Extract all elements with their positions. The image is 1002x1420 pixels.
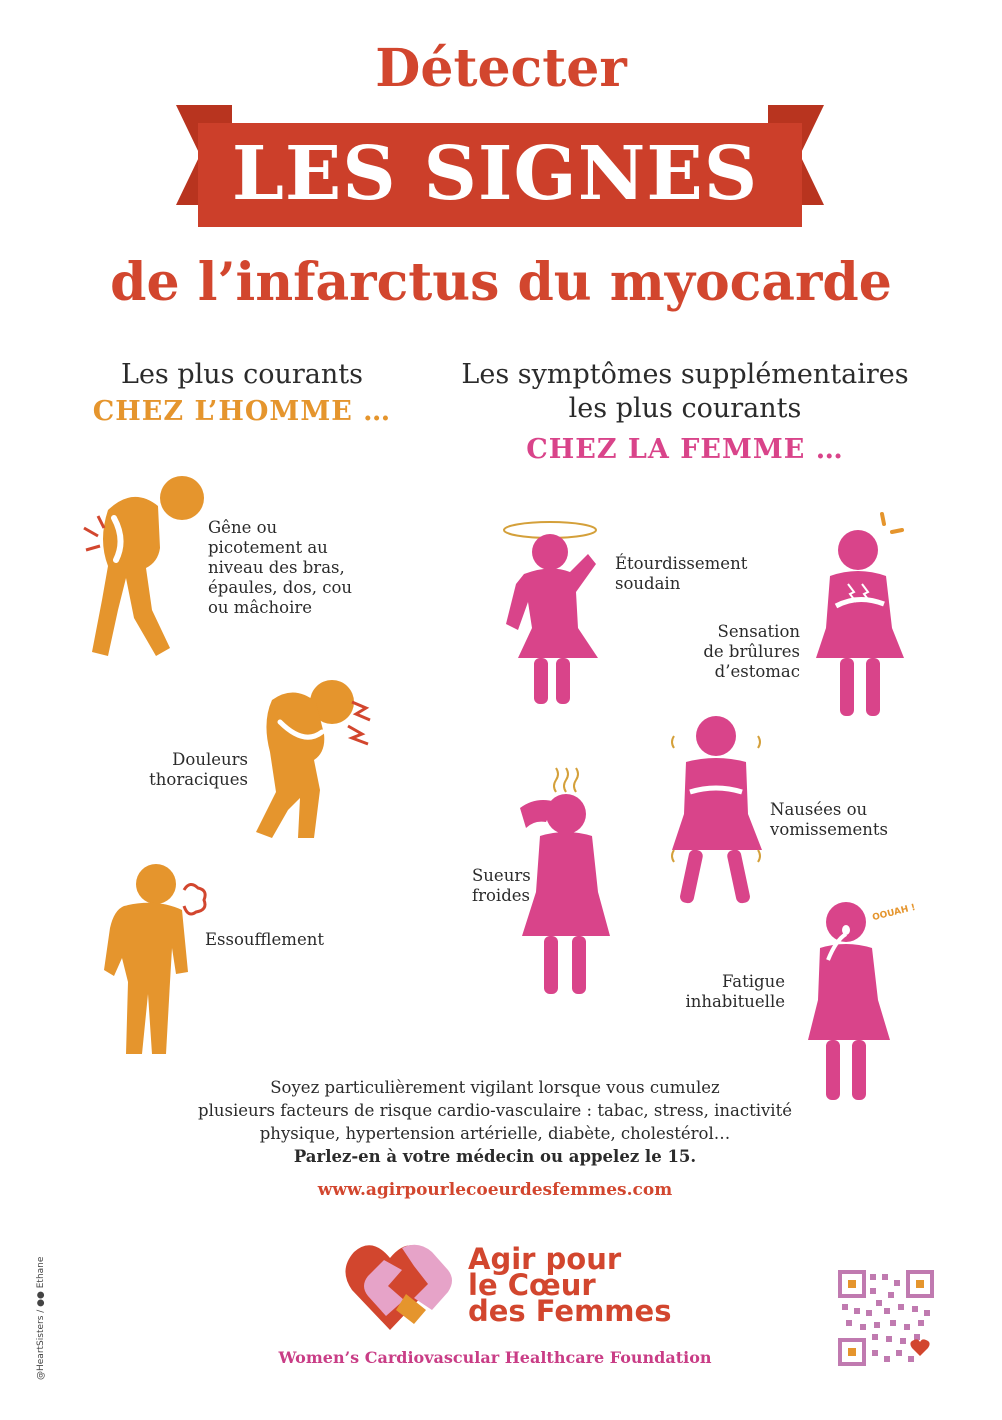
women-symptom-3 bbox=[770, 800, 888, 840]
women-symptom-4 bbox=[472, 866, 531, 906]
brand-line: le Cœur bbox=[468, 1268, 596, 1302]
women-symptom-4-line: Sueurs bbox=[472, 866, 531, 885]
brand-name bbox=[468, 1242, 672, 1328]
men-symptom-1-line: ou mâchoire bbox=[208, 598, 313, 617]
men-symptom-1-line: épaules, dos, cou bbox=[208, 578, 353, 597]
heart-logo-icon bbox=[344, 1240, 460, 1332]
women-symptom-5 bbox=[660, 972, 785, 1012]
women-symptom-2-line: de brûlures bbox=[703, 642, 800, 661]
chest-pain-figure-icon bbox=[244, 672, 392, 844]
brand-line: Agir pour bbox=[468, 1242, 622, 1276]
photo-credit: @HeartSisters / ●● Ethane bbox=[36, 1256, 46, 1380]
men-heading-block bbox=[92, 358, 392, 427]
title-top: Détecter bbox=[375, 38, 627, 99]
men-symptom-1 bbox=[208, 518, 352, 618]
yawn-text: OOUAH ! bbox=[871, 902, 917, 924]
stomach-burn-figure-icon bbox=[812, 508, 912, 720]
advice-block bbox=[150, 1076, 840, 1168]
qr-code-icon[interactable] bbox=[838, 1270, 934, 1366]
men-symptom-2-line: thoraciques bbox=[149, 770, 248, 789]
women-symptom-5-line: Fatigue bbox=[721, 972, 785, 991]
advice-line: physique, hypertension artérielle, diabète, cholestérol… bbox=[259, 1124, 731, 1143]
men-heading: Les plus courants bbox=[121, 359, 363, 390]
men-accent: CHEZ L’HOMME … bbox=[92, 396, 392, 427]
foundation-name: Women’s Cardiovascular Healthcare Foundation bbox=[278, 1348, 712, 1367]
women-symptom-2 bbox=[680, 622, 800, 682]
website-link[interactable]: www.agirpourlecoeurdesfemmes.com bbox=[317, 1180, 673, 1200]
women-symptom-1-line: Étourdissement bbox=[615, 554, 748, 573]
women-symptom-3-line: vomissements bbox=[770, 820, 889, 839]
women-accent: CHEZ LA FEMME … bbox=[526, 434, 844, 465]
women-symptom-4-line: froides bbox=[472, 886, 530, 905]
men-symptom-3: Essoufflement bbox=[205, 930, 324, 949]
dizzy-figure-icon bbox=[498, 512, 606, 708]
men-symptom-1-line: niveau des bras, bbox=[208, 558, 345, 577]
advice-line: Soyez particulièrement vigilant lorsque vous cumulez bbox=[270, 1078, 720, 1097]
men-symptom-2-line: Douleurs bbox=[172, 750, 248, 769]
women-symptom-5-line: inhabituelle bbox=[685, 992, 785, 1011]
men-symptom-1-line: picotement au bbox=[208, 538, 328, 557]
women-heading-block bbox=[440, 358, 930, 465]
advice-line: plusieurs facteurs de risque cardio-vasculaire : tabac, stress, inactivité bbox=[198, 1101, 792, 1120]
brand-line: des Femmes bbox=[468, 1294, 672, 1328]
women-symptom-3-line: Nausées ou bbox=[770, 800, 868, 819]
title-bottom: de l’infarctus du myocarde bbox=[110, 252, 892, 313]
women-heading-line-2: les plus courants bbox=[568, 393, 802, 424]
fatigue-figure-icon bbox=[806, 900, 896, 1104]
nausea-figure-icon bbox=[668, 714, 764, 908]
women-heading-line-1: Les symptômes supplémentaires bbox=[461, 359, 909, 390]
call-to-action: Parlez-en à votre médecin ou appelez le 15. bbox=[293, 1147, 697, 1166]
back-pain-figure-icon bbox=[78, 470, 208, 665]
women-symptom-1-line: soudain bbox=[615, 574, 681, 593]
men-symptom-2 bbox=[120, 750, 248, 790]
women-symptom-1 bbox=[615, 554, 747, 594]
women-symptom-2-line: d’estomac bbox=[714, 662, 800, 681]
women-symptom-2-line: Sensation bbox=[717, 622, 800, 641]
title-main: LES SIGNES bbox=[231, 131, 759, 217]
men-symptom-1-line: Gêne ou bbox=[208, 518, 278, 537]
breathless-figure-icon bbox=[96, 862, 216, 1058]
